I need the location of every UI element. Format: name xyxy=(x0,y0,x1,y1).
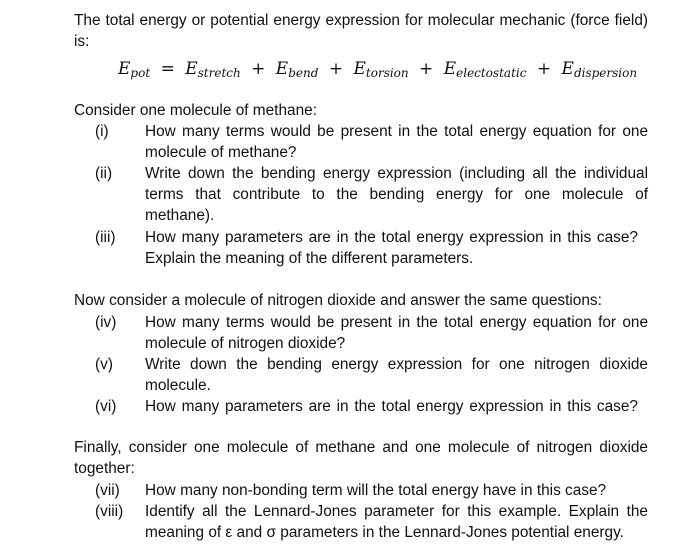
eq-term-symbol: E xyxy=(561,59,574,79)
methane-heading: Consider one molecule of methane: xyxy=(74,102,317,119)
question-number: (iv) xyxy=(95,314,117,331)
eq-term-symbol: E xyxy=(185,59,198,79)
question-text: How many terms would be present in the total energy equation for one xyxy=(145,123,648,140)
eq-term-sub: torsion xyxy=(365,66,409,80)
question-text: How many non-bonding term will the total energy have in this case? xyxy=(145,482,607,499)
question-text: Explain the meaning of the different parameters. xyxy=(145,250,474,267)
eq-term-sub: dispersion xyxy=(573,66,638,80)
eq-lhs-sub: pot xyxy=(130,66,151,80)
question-number: (iii) xyxy=(95,229,116,246)
eq-lhs-symbol: E xyxy=(118,59,131,79)
eq-plus: + xyxy=(328,59,344,79)
eq-plus: + xyxy=(251,59,266,79)
question-text: Write down the bending energy expression (including all the individual xyxy=(145,165,648,182)
eq-term-sub: electostatic xyxy=(456,66,527,80)
question-number: (viii) xyxy=(95,503,124,520)
question-text: molecule. xyxy=(145,377,211,394)
eq-plus: + xyxy=(536,59,552,79)
question-text: methane). xyxy=(145,207,215,224)
combined-heading-line-2: together: xyxy=(74,460,135,477)
question-number: (vii) xyxy=(95,482,120,499)
intro-line-1: The total energy or potential energy expression for molecular mechanic (force field) xyxy=(74,12,648,29)
question-text: terms that contribute to the bending energy for one molecule of xyxy=(145,186,648,203)
intro-line-2: is: xyxy=(74,33,90,50)
no2-heading: Now consider a molecule of nitrogen dioxide and answer the same questions: xyxy=(74,292,602,309)
eq-term-symbol: E xyxy=(443,59,457,79)
question-text: How many terms would be present in the total energy equation for one xyxy=(145,314,648,331)
question-text: Write down the bending energy expression for one nitrogen dioxide xyxy=(145,356,648,373)
eq-term-symbol: E xyxy=(275,59,289,79)
question-number: (i) xyxy=(95,123,109,140)
question-number: (ii) xyxy=(95,165,113,182)
question-number: (vi) xyxy=(95,398,117,415)
question-text: molecule of methane? xyxy=(145,144,297,161)
question-text: How many parameters are in the total energy expression in this case? xyxy=(145,398,638,415)
eq-term-symbol: E xyxy=(353,59,366,79)
eq-equals: = xyxy=(160,59,175,79)
combined-heading-line-1: Finally, consider one molecule of methane and one molecule of nitrogen dioxide xyxy=(74,439,648,456)
eq-plus: + xyxy=(419,59,434,79)
question-text: molecule of nitrogen dioxide? xyxy=(145,335,346,352)
question-number: (v) xyxy=(95,356,113,373)
question-text: How many parameters are in the total energy expression in this case? xyxy=(145,229,638,246)
eq-term-sub: stretch xyxy=(197,66,241,80)
question-text: meaning of ε and σ parameters in the Lennard-Jones potential energy. xyxy=(145,524,624,541)
eq-term-sub: bend xyxy=(288,66,319,80)
energy-equation xyxy=(118,56,637,86)
question-text: Identify all the Lennard-Jones parameter for this example. Explain the xyxy=(145,503,648,520)
